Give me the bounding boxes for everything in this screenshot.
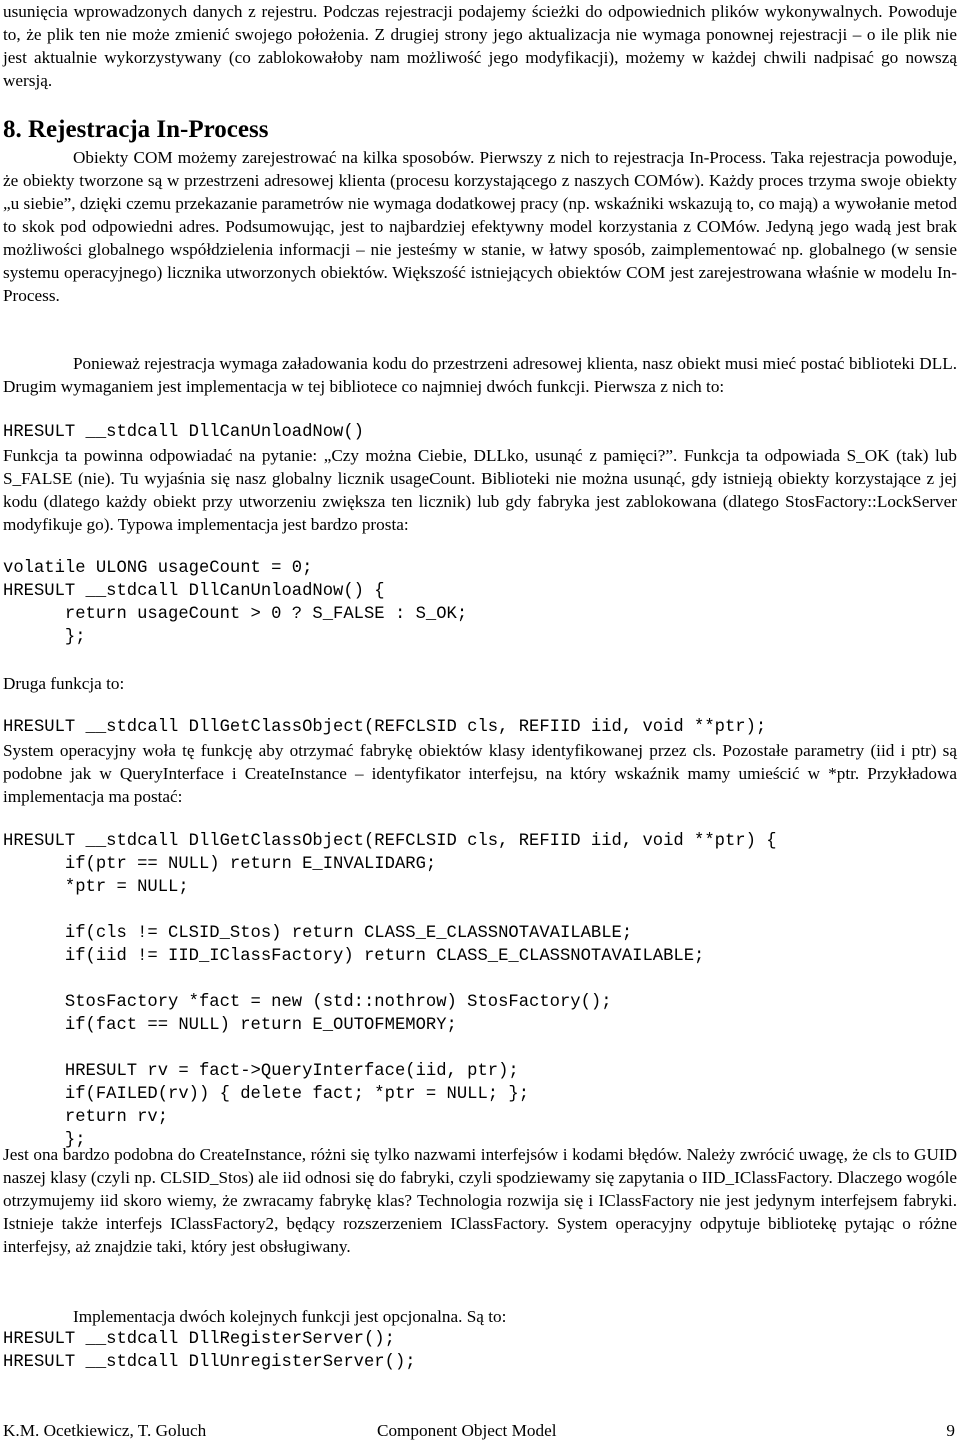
- page-footer: [3, 1419, 957, 1443]
- paragraph-createinstance-comparison: Jest ona bardzo podobna do CreateInstance, różni się tylko nazwami interfejsów i kodami błędów. Należy zwrócić uwagę, że cls to GUID naszej klasy (czyli np. CLSID_Stos) ale iid odnosi się do fabryki, czyli spodziewamy się zapytania o IID_IClassFactory. Dlaczego wogóle otrzymujemy iid skoro wiemy, że zwracamy fabrykę klas? Technologia rozwija się i IClassFactory nie jest jedynym interfejsem fabryki. Istnieje także interfejs IClassFactory2, będący rozszerzeniem IClassFactory. System operacyjny odpytuje bibliotekę pytając o różne interfejsy, aż znajdzie taki, który jest obsługiwany.: [3, 1145, 957, 1256]
- paragraph-in-process-intro: Obiekty COM możemy zarejestrować na kilka sposobów. Pierwszy z nich to rejestracja In-Process. Taka rejestracja powoduje, że obiekty tworzone są w przestrzeni adresowej klienta (procesu korzystającego z naszych COMów). Każdy proces trzyma swoje obiekty „u siebie”, dzięki czemu przekazanie parametrów nie wymaga dodatkowej pracy (np. wskaźniki wskazują to, co mają) a wywołanie metod to skok pod odpowiedni adres. Podsumowując, jest to najbardziej efektywny model korzystania z COMów. Jedyną jego wadą jest brak możliwości globalnego współdzielenia informacji – nie jesteśmy w stanie, w łatwy sposób, zaimplementować np. globalnego (w sensie systemu operacyjnego) licznika utworzonych obiektów. Większość istniejących obiektów COM jest zarejestrowana właśnie w modelu In-Process.: [3, 148, 957, 305]
- code-dllgetclassobject-signature: HRESULT __stdcall DllGetClassObject(REFCLSID cls, REFIID iid, void **ptr);: [3, 718, 767, 737]
- footer-title: Component Object Model: [377, 1421, 557, 1440]
- code-dllcanunloadnow-signature: HRESULT __stdcall DllCanUnloadNow(): [3, 423, 364, 442]
- code-register-functions: HRESULT __stdcall DllRegisterServer(); HRESULT __stdcall DllUnregisterServer();: [3, 1330, 416, 1372]
- section-heading: 8. Rejestracja In-Process: [3, 116, 269, 143]
- footer-authors: K.M. Ocetkiewicz, T. Goluch: [3, 1421, 207, 1440]
- code-dllgetclassobject-impl: HRESULT __stdcall DllGetClassObject(REFCLSID cls, REFIID iid, void **ptr) { if(ptr == NULL) return E_INVALIDARG; *ptr = NULL; if(cls != CLSID_Stos) return CLASS_E_CLASSNOTAVAILABLE; if(iid != IID_IClassFactory) return CLASS_E_CLASSNOTAVAILABLE; StosFactory *fact = new (std::nothrow) StosFactory(); if(fact == NULL) return E_OUTOFMEMORY; HRESULT rv = fact->QueryInterface(iid, ptr); if(FAILED(rv)) { delete fact; *ptr = NULL; }; return rv; };: [3, 832, 777, 1150]
- footer-page-number: 9: [946, 1421, 955, 1440]
- code-dllcanunloadnow-impl: volatile ULONG usageCount = 0; HRESULT __stdcall DllCanUnloadNow() { return usageCount > 0 ? S_FALSE : S_OK; };: [3, 559, 468, 647]
- paragraph-optional-functions: Implementacja dwóch kolejnych funkcji jest opcjonalna. Są to:: [73, 1307, 507, 1326]
- paragraph-dllgetclassobject-explanation: System operacyjny woła tę funkcję aby otrzymać fabrykę obiektów klasy identyfikowanej przez cls. Pozostałe parametry (iid i ptr) są podobne jak w QueryInterface i CreateInstance – identyfikator interfejsu, na który wskaźnik mamy umieścić w *ptr. Przykładowa implementacja ma postać:: [3, 741, 957, 806]
- intro-paragraph: usunięcia wprowadzonych danych z rejestru. Podczas rejestracji podajemy ścieżki do odpowiednich plików wykonywalnych. Powoduje to, że plik ten nie może zmienić swojego położenia. Z drugiej strony jego aktualizacja nie wymaga ponownej rejestracji – o ile plik nie jest aktualnie wykorzystywany (co zablokowałoby nam możliwość jego modyfikacji), możemy w każdej chwili nadpisać go nowszą wersją.: [3, 2, 957, 90]
- paragraph-dll-requirements: Ponieważ rejestracja wymaga załadowania kodu do przestrzeni adresowej klienta, nasz obiekt musi mieć postać biblioteki DLL. Drugim wymaganiem jest implementacja w tej bibliotece co najmniej dwóch funkcji. Pierwsza z nich to:: [3, 354, 957, 396]
- paragraph-second-function: Druga funkcja to:: [3, 674, 125, 693]
- paragraph-dllcanunloadnow-explanation: Funkcja ta powinna odpowiadać na pytanie: „Czy można Ciebie, DLLko, usunąć z pamięci?”. Funkcja ta odpowiada S_OK (tak) lub S_FALSE (nie). Tu wyjaśnia się nasz globalny licznik usageCount. Biblioteki nie można usunąć, gdy istnieją obiekty korzystające z jej kodu (dlatego każdy obiekt przy utworzeniu zwiększa ten licznik) lub gdy fabryka jest zablokowana (dlatego StosFactory::LockServer modyfikuje go). Typowa implementacja jest bardzo prosta:: [3, 446, 957, 534]
